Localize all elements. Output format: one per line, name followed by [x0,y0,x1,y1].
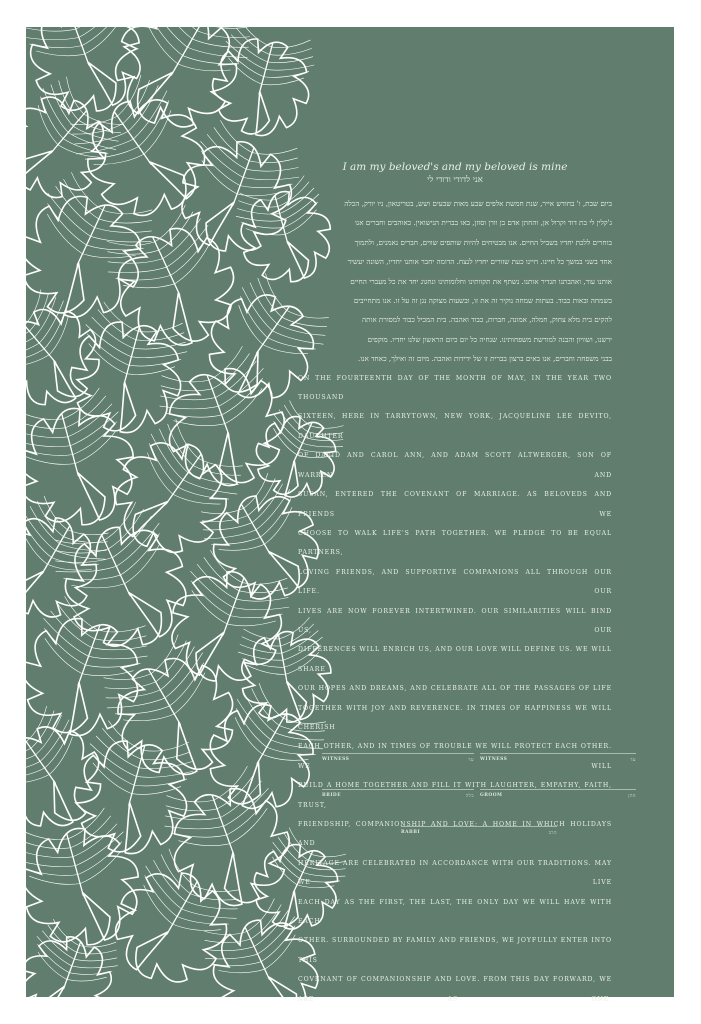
monstera-leaf-vein [14,290,52,326]
monstera-leaf-vein [218,389,269,424]
monstera-leaf-vein [134,885,182,924]
monstera-leaf-vein [242,564,287,596]
monstera-leaf-vein [138,444,189,488]
english-line: CHOOSE TO WALK LIFE'S PATH TOGETHER. WE PLEDGE TO BE EQUAL PARTNERS, [298,529,612,557]
monstera-leaf-vein [17,846,75,880]
english-line: LOVING FRIENDS, AND SUPPORTIVE COMPANIONS ALL THROUGH OUR LIFE. OUR [298,568,612,596]
hebrew-line: אחד בשני במשך כל חיינו. חיינו כעת שזורים יחדיו לנצח. הדומה יחבר אותנו יחדיו, השונה יעשיר [347,257,612,267]
document-title: I am my beloved's and my beloved is mine [342,161,568,173]
monstera-leaf-vein [201,134,253,169]
monstera-leaf-vein [165,799,220,836]
monstera-leaf-vein [116,544,169,584]
monstera-leaf-vein [30,27,82,62]
monstera-leaf-vein [257,935,303,969]
monstera-leaf-vein [262,68,304,94]
monstera-leaf-midrib [257,307,290,354]
monstera-leaf-vein [47,186,104,227]
monstera-leaf-vein [75,11,127,46]
english-line: DIFFERENCES WILL ENRICH US, AND OUR LOVE WILL DEFINE US. WE WILL SHARE [298,646,612,673]
monstera-leaf-vein [58,388,105,419]
monstera-leaf-vein [166,246,217,284]
signature-area [322,753,636,853]
monstera-leaf-vein [127,355,175,385]
signature-line-bride[interactable] [322,789,474,800]
monstera-leaf-midrib [241,504,270,554]
monstera-leaf-vein [230,597,282,632]
monstera-leaf-vein [240,638,282,660]
monstera-leaf-vein [88,763,137,794]
monstera-leaf-vein [160,379,215,416]
monstera-leaf-midrib [172,18,205,75]
hebrew-line: ירשנו, ושוויון והבנה למורשת משפחותינו. שנחיה כל יום כיום הראשון שלנו יחדיו. מוקפים [367,334,612,344]
monstera-leaf-vein [178,46,231,88]
monstera-leaf-vein [252,134,297,166]
monstera-leaf-vein [227,708,276,747]
hebrew-line: ג'קלין לי בת דוד וקרול אן, והחתן אדם בן וורן וסוזן, באו בברית הנישואין. כאוהבים וחברים אנו [355,218,612,228]
monstera-leaf-vein [167,781,214,815]
signature-line-groom[interactable] [480,789,636,800]
monstera-leaf-vein [123,696,174,737]
signature-line-rabbi[interactable] [401,826,557,837]
rabbi-hebrew-label: הרב [548,831,557,836]
english-line: EACH OTHER, AND IN TIMES OF TROUBLE WE WILL PROTECT EACH OTHER. WE WILL [298,743,612,770]
monstera-leaf-vein [72,842,127,875]
monstera-leaf-vein [89,637,148,675]
hebrew-line: בבני משפחה וחברים, אנו באים ברצון בברית זו של ידידות ואהבה. מיום זה ואילך, כאחד אנו. [358,354,612,364]
monstera-leaf-vein [240,283,288,324]
monstera-leaf-vein [18,837,73,870]
monstera-leaf-vein [232,28,274,54]
english-line: LIVES ARE NOW FOREVER INTERTWINED. OUR SIMILARITIES WILL BIND US, OUR [298,607,612,634]
monstera-leaf-vein [137,11,193,56]
monstera-leaf-vein [55,179,108,219]
english-line: FRIENDSHIP, COMPANIONSHIP AND LOVE; A HOME IN WHICH HOLIDAYS AND [298,821,612,848]
monstera-leaf-vein [21,819,68,850]
monstera-leaf-vein [38,214,91,254]
monstera-leaf-vein [38,639,89,674]
monstera-leaf-vein [173,907,221,946]
groom-label: GROOM [480,793,503,798]
monstera-leaf-vein [55,77,95,114]
monstera-leaf-vein [223,50,268,77]
monstera-leaf-artwork [26,27,316,997]
monstera-leaf-vein [107,523,168,566]
english-line: BUILD A HOME TOGETHER AND FILL IT WITH LAUGHTER, EMPATHY, FAITH, TRUST, [298,782,612,809]
monstera-leaf-vein [243,689,289,726]
monstera-leaf-vein [183,37,239,82]
monstera-leaf-vein [159,663,213,706]
monstera-leaf-vein [21,506,68,543]
monstera-leaf-vein [0,754,45,794]
monstera-leaf-midrib [24,738,56,783]
monstera-leaf-vein [24,444,75,476]
ketubah-text-block [298,160,612,1009]
english-line: OUR HOPES AND DREAMS, AND CELEBRATE ALL OF THE PASSAGES OF LIFE [298,685,612,693]
monstera-leaf-vein [237,198,279,223]
monstera-leaf-vein [108,240,163,280]
monstera-leaf-vein [32,944,75,972]
monstera-leaf-vein [115,688,169,731]
monstera-leaf-vein [13,417,68,450]
monstera-leaf-vein [37,931,80,959]
bride-hebrew-label: כלה [465,794,474,799]
english-line: TOGETHER WITH JOY AND REVERENCE. IN TIMES OF HAPPINESS WE WILL CHERISH [298,704,612,731]
monstera-leaf-vein [85,744,141,777]
monstera-leaf-vein [132,775,181,806]
hebrew-line: ביום שבת, ו' בחודש אייר, שנת חמשת אלפים שבע מאות שבעים ושש, בטריטאון, ניו יורק, הכלה [344,199,612,208]
monstera-leaf-vein [82,334,134,365]
monstera-leaf-vein [0,734,31,772]
english-line: OF DAVID AND CAROL ANN, AND ADAM SCOTT ALTWERGER, SON OF WARREN AND [298,452,612,479]
bride-label: BRIDE [322,793,342,798]
monstera-leaf-vein [77,122,134,170]
monstera-leaf-vein [212,521,261,560]
monstera-leaf-vein [143,732,188,762]
monstera-leaf-vein [195,151,247,186]
hebrew-line: בשמחה ובאות כבוד. בעתות שמחה נוקיר זה את זו, ובשעות מצוקה נגן זה על זו. אנו מתחייבים [353,296,612,306]
monstera-leaf-vein [224,58,266,84]
monstera-leaf-vein [108,232,159,270]
hebrew-line: אותנו עוד, ואהבתנו תגדיר אותנו. נשתף את תקוותינו וחלומותינו ונחגוג יחד את כל מעברי החיים [350,276,612,286]
monstera-leaf-vein [29,864,80,896]
witness-1-label: WITNESS [322,757,350,762]
english-line: OTHER. SURROUNDED BY FAMILY AND FRIENDS, WE JOYFULLY ENTER INTO THIS [298,937,612,964]
monstera-leaf-vein [12,426,70,460]
monstera-leaf-vein [93,310,141,340]
monstera-leaf-vein [236,205,281,231]
ketubah-card [26,27,674,1003]
monstera-leaf-vein [60,396,111,428]
monstera-leaf-vein [184,571,240,607]
monstera-leaf-midrib [257,714,286,764]
monstera-leaf-vein [79,931,116,957]
monstera-leaf-midrib [167,882,197,934]
hebrew-text [298,194,612,369]
witness-2-hebrew-label: עד [630,758,636,763]
monstera-leaf-vein [72,1,128,37]
hebrew-line: להקים בית מלא צחוק, חמלה, אמונה, חברות, כבוד ואהבה. בית המכיל כבוד למסורת אותה [361,315,612,325]
monstera-leaf-vein [135,876,187,917]
monstera-leaf-vein [150,212,201,250]
english-line: COVENANT OF COMPANIONSHIP AND LOVE. FROM THIS DAY FORWARD, WE ARE AS ONE. [298,976,612,1003]
monstera-leaf-vein [219,529,265,566]
monstera-leaf-vein [179,825,230,860]
document-subtitle-hebrew: אני לדודי ודודי לי [427,175,483,185]
signature-line-witness-2[interactable] [480,753,636,764]
witness-1-hebrew-label: עד [468,758,474,763]
monstera-leaf-vein [67,422,122,455]
monstera-leaf-vein [82,655,133,690]
monstera-leaf-vein [185,581,237,616]
monstera-leaf-vein [250,917,302,954]
monstera-leaf-vein [92,629,147,666]
monstera-leaf-midrib [148,669,180,724]
monstera-leaf-vein [99,200,152,240]
monstera-leaf-vein [194,141,250,177]
monstera-leaf-vein [136,21,189,63]
monstera-leaf-vein [87,753,140,785]
monstera-leaf-vein [37,618,96,656]
english-line: SIXTEEN, HERE IN TARRYTOWN, NEW YORK, JACQUELINE LEE DEVITO, DAUGHTER [298,413,612,440]
monstera-leaf-midrib [166,454,201,504]
english-line: HERITAGE ARE CELEBRATED IN ACCORDANCE WITH OUR TRADITIONS. MAY WE LIVE [298,859,612,887]
monstera-leaf-midrib [42,526,70,574]
monstera-leaf-vein [162,361,209,395]
rabbi-label: RABBI [401,830,421,835]
groom-hebrew-label: חתן [628,794,636,799]
witness-2-label: WITNESS [480,757,508,762]
monstera-leaf-vein [243,484,292,523]
signature-line-witness-1[interactable] [322,753,474,764]
monstera-leaf-vein [251,498,300,537]
monstera-leaf-vein [223,809,274,844]
hebrew-line: בוחרים ללכת יחדיו בשביל החיים. אנו מבטיחים להיות שותפים שווים, חברים נאמנים, ולתמוך [354,237,612,247]
monstera-leaf-vein [240,167,292,202]
english-line: ON THE FOURTEENTH DAY OF THE MONTH OF MAY, IN THE YEAR TWO THOUSAND [298,374,612,402]
english-line: SUSAN, ENTERED THE COVENANT OF MARRIAGE. AS BELOVEDS AND FRIENDS WE [298,491,612,518]
english-line: EACH DAY AS THE FIRST, THE LAST, THE ONLY DAY WE WILL HAVE WITH EACH [298,898,612,926]
english-text [298,369,612,1009]
monstera-leaf-vein [272,31,311,56]
